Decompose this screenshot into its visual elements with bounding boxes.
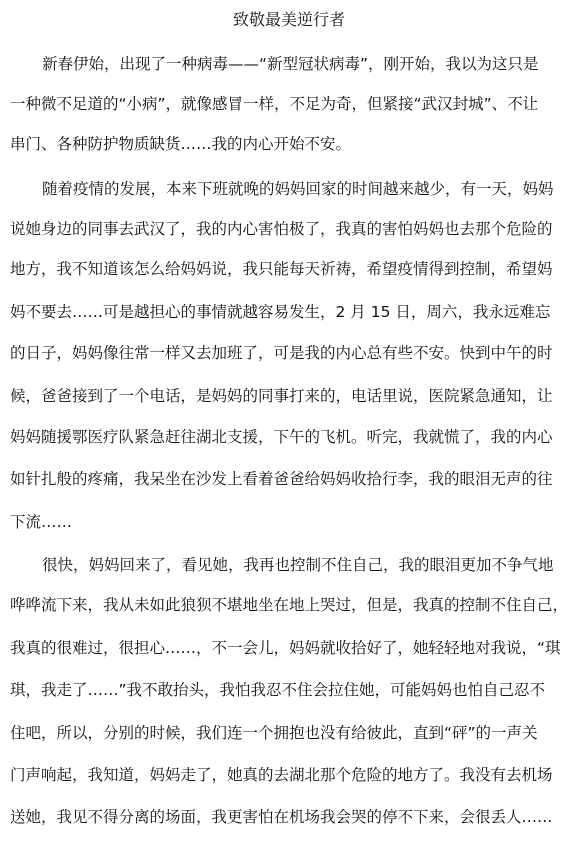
paragraph-2-line-3: 地方，我不知道该怎么给妈妈说，我只能每天祈祷，希望疫情得到控制，希望妈 bbox=[10, 260, 553, 278]
paragraph-3-line-3: 我真的很难过，很担心……，不一会儿，妈妈就收拾好了，她轻轻地对我说，“琪 bbox=[10, 639, 561, 657]
paragraph-2-line-2: 说她身边的同事去武汉了，我的内心害怕极了，我真的害怕妈妈也去那个危险的 bbox=[10, 220, 553, 238]
paragraph-3-line-5: 住吧，所以，分别的时候，我们连一个拥抱也没有给彼此，直到“砰”的一声关 bbox=[10, 724, 538, 742]
paragraph-2-line-4: 妈不要去……可是越担心的事情就越容易发生，2 月 15 日，周六，我永远难忘 bbox=[10, 303, 551, 321]
paragraph-3-line-4: 琪，我走了……”我不敢抬头，我怕我忍不住会拉住她，可能妈妈也怕自己忍不 bbox=[10, 681, 546, 699]
paragraph-1-line-3: 串门、各种防护物质缺货……我的内心开始不安。 bbox=[10, 135, 352, 153]
paragraph-2-line-7: 妈妈随援鄂医疗队紧急赶往湖北支援，下午的飞机。听完，我就慌了，我的内心 bbox=[10, 428, 553, 446]
paragraph-1-line-2: 一种微不足道的“小病”，就像感冒一样，不足为奇，但紧接“武汉封城”、不让 bbox=[10, 95, 539, 113]
paragraph-2-line-9: 下流…… bbox=[10, 513, 73, 531]
paragraph-2-line-6: 候，爸爸接到了一个电话，是妈妈的同事打来的，电话里说，医院紧急通知，让 bbox=[10, 387, 553, 405]
paragraph-3-line-1: 很快，妈妈回来了，看见她，我再也控制不住自己，我的眼泪更加不争气地 bbox=[42, 556, 554, 574]
paragraph-3-line-2: 哗哗流下来，我从未如此狼狈不堪地坐在地上哭过，但是，我真的控制不住自己， bbox=[10, 596, 569, 614]
paragraph-2-line-8: 如针扎般的疼痛，我呆坐在沙发上看着爸爸给妈妈收拾行李，我的眼泪无声的往 bbox=[10, 470, 553, 488]
paragraph-3-line-6: 门声响起，我知道，妈妈走了，她真的去湖北那个危险的地方了。我没有去机场 bbox=[10, 766, 553, 784]
paragraph-2-line-5: 的日子，妈妈像往常一样又去加班了，可是我的内心总有些不安。快到中午的时 bbox=[10, 344, 553, 362]
paragraph-1-line-1: 新春伊始，出现了一种病毒——“新型冠状病毒”，刚开始，我以为这只是 bbox=[42, 55, 539, 73]
document-title: 致敬最美逆行者 bbox=[232, 10, 345, 29]
paragraph-3-line-7: 送她，我见不得分离的场面，我更害怕在机场我会哭的停不下来，会很丢人…… bbox=[10, 808, 553, 826]
paragraph-2-line-1: 随着疫情的发展，本来下班就晚的妈妈回家的时间越来越少，有一天，妈妈 bbox=[42, 180, 554, 198]
